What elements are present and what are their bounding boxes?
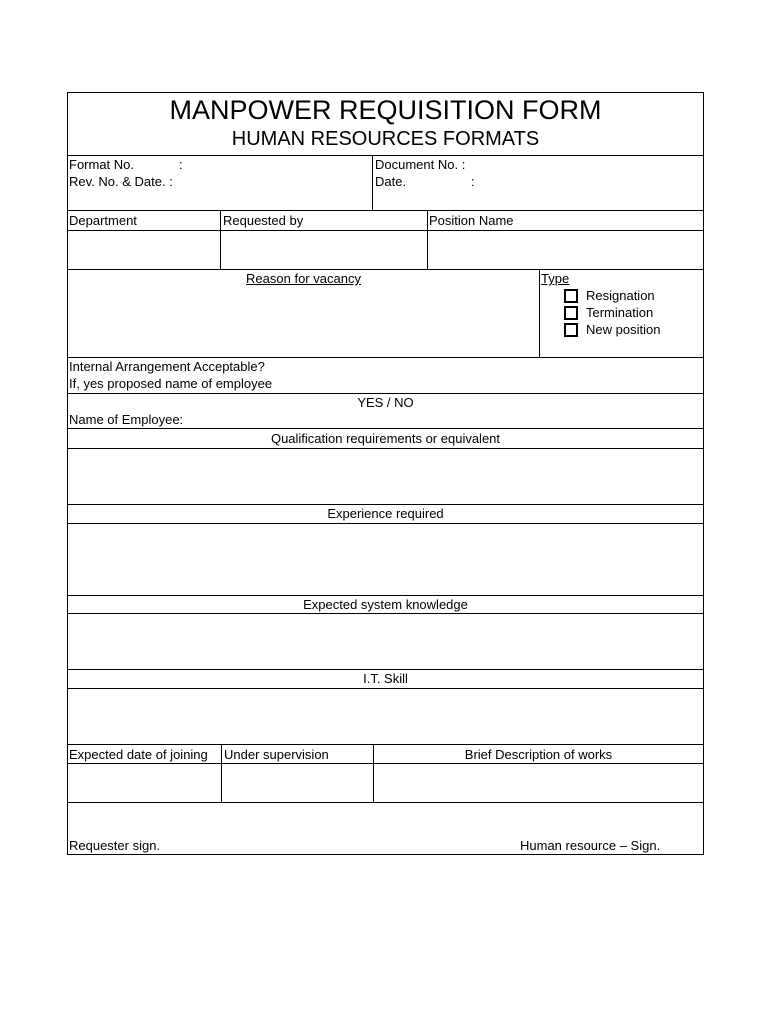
document-no-label: Document No. : (375, 157, 466, 172)
experience-field[interactable] (68, 524, 703, 594)
qualification-field[interactable] (68, 449, 703, 503)
hr-sign-label: Human resource – Sign. (520, 838, 661, 853)
supervision-label: Under supervision (224, 747, 329, 762)
divider (67, 210, 704, 211)
joining-date-field[interactable] (68, 764, 220, 801)
new-position-checkbox[interactable] (564, 323, 578, 337)
form-title: MANPOWER REQUISITION FORM (169, 95, 602, 125)
proposed-employee-label: If, yes proposed name of employee (69, 376, 273, 391)
reason-for-vacancy-label: Reason for vacancy (246, 271, 361, 286)
yes-no-option[interactable]: YES / NO (357, 395, 414, 410)
work-description-label: Brief Description of works (464, 747, 613, 762)
resignation-label: Resignation (586, 288, 655, 303)
divider (67, 595, 704, 596)
system-knowledge-field[interactable] (68, 614, 703, 668)
department-label: Department (69, 213, 137, 228)
internal-arrangement-label: Internal Arrangement Acceptable? (69, 359, 265, 374)
resignation-checkbox[interactable] (564, 289, 578, 303)
format-no-label: Format No. (69, 157, 135, 172)
form-subtitle: HUMAN RESOURCES FORMATS (231, 128, 540, 150)
divider (67, 393, 704, 394)
date-colon: : (471, 174, 475, 189)
divider (67, 155, 704, 156)
format-no-colon: : (179, 157, 183, 172)
divider (67, 744, 704, 745)
divider (67, 269, 704, 270)
qualification-label: Qualification requirements or equivalent (270, 431, 501, 446)
system-knowledge-label: Expected system knowledge (303, 597, 468, 612)
position-name-label: Position Name (429, 213, 514, 228)
termination-checkbox[interactable] (564, 306, 578, 320)
divider (67, 504, 704, 505)
requester-sign-label: Requester sign. (69, 838, 161, 853)
requested-by-field[interactable] (221, 231, 426, 268)
divider (67, 802, 704, 803)
position-name-field[interactable] (428, 231, 703, 268)
work-description-field[interactable] (374, 764, 703, 801)
requested-by-label: Requested by (223, 213, 304, 228)
divider (539, 269, 540, 357)
it-skill-field[interactable] (68, 689, 703, 743)
divider (67, 357, 704, 358)
divider (372, 155, 373, 210)
employee-name-label: Name of Employee: (69, 412, 184, 427)
type-label: Type (541, 271, 570, 286)
divider (67, 669, 704, 670)
it-skill-label: I.T. Skill (363, 671, 408, 686)
termination-label: Termination (586, 305, 654, 320)
department-field[interactable] (68, 231, 219, 268)
joining-date-label: Expected date of joining (69, 747, 208, 762)
divider (67, 428, 704, 429)
date-label: Date. (375, 174, 407, 189)
new-position-label: New position (586, 322, 661, 337)
supervision-field[interactable] (222, 764, 372, 801)
rev-no-label: Rev. No. & Date. : (69, 174, 173, 189)
experience-label: Experience required (327, 506, 444, 521)
